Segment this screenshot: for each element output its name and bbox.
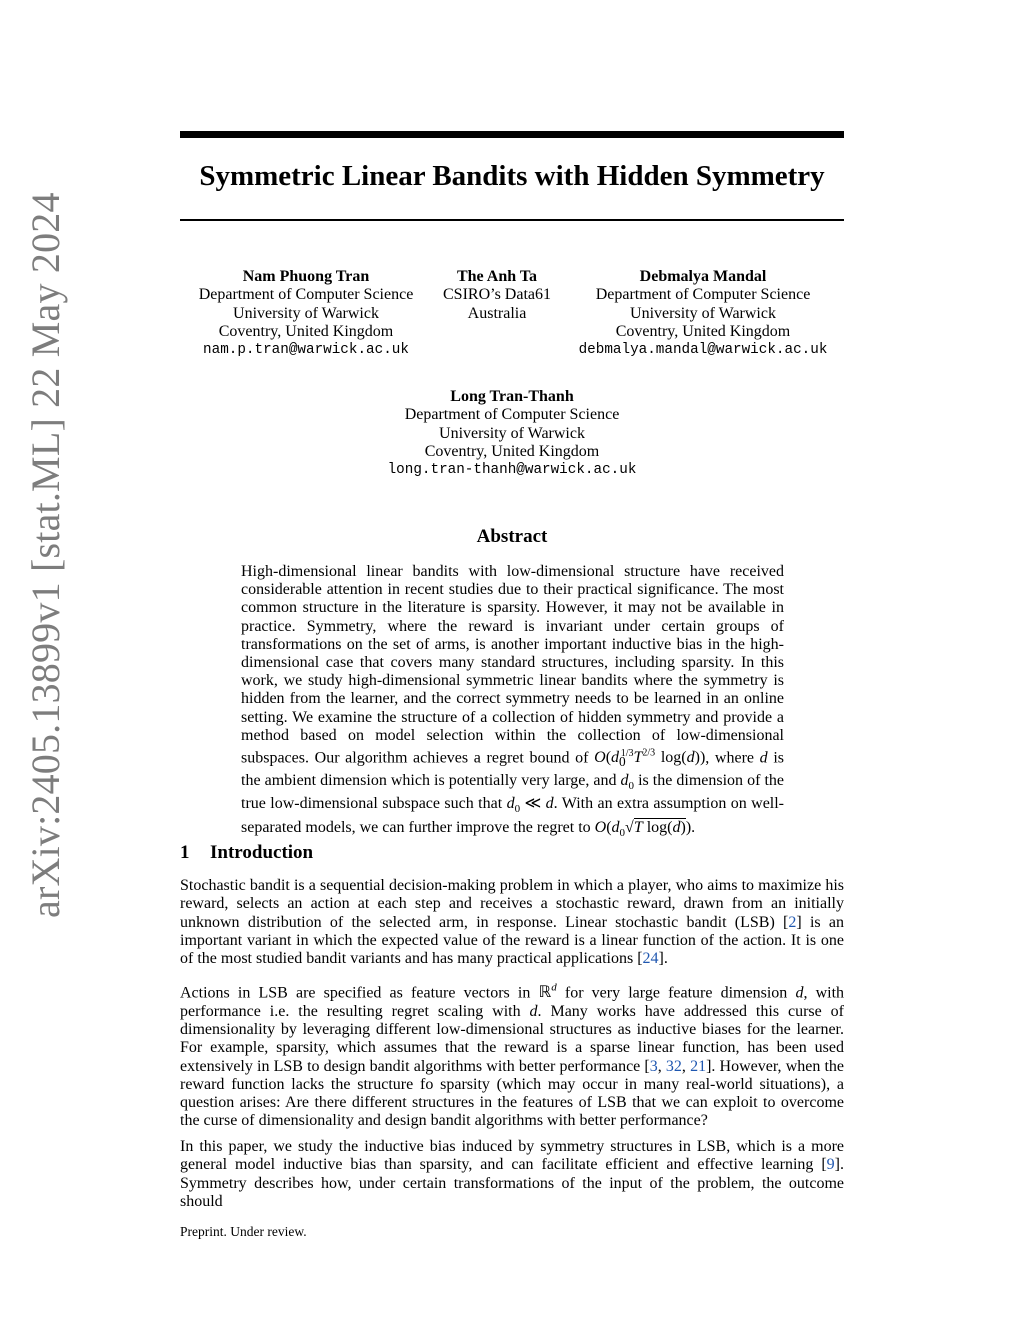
abstract-heading: Abstract	[476, 526, 548, 547]
math-d: d	[795, 984, 804, 1002]
abstract-text: is the dimension of the true low-dimensional subspace such that	[241, 771, 785, 813]
author-dept: Department of Computer Science	[595, 286, 811, 304]
math-d: d	[529, 1002, 538, 1020]
math-Rd: ℝ$^d$	[538, 982, 557, 1002]
abstract-text: is the ambient dimension which is potentially very large, and	[241, 749, 784, 789]
math-improved-regret: $O(d_0√T$ log(d))	[594, 818, 692, 839]
citation-link[interactable]: 3	[649, 1057, 658, 1075]
abstract-text: High-dimensional linear bandits with low-dimensional structure have received considerable attention in recent studies due to their practical significance. The most common structure in the literature is sparsity. However, it may not be available in practice. Symmetry, where the reward is invariant under certain groups of transformations on the set of arms, is another important inductive bias in the high-dimensional case that covers many standard structures, including sparsity. In this work, we study high-dimensional symmetric linear bandits where the symmetry is hidden from the learner, and the correct symmetry needs to be learned in an online setting. We examine the structure of a collection of hidden symmetry and provide a method based on model selection within the collection of low-dimensional subspaces. Our algorithm achieves a regret bound of	[241, 563, 784, 767]
author-email[interactable]: debmalya.mandal@warwick.ac.uk	[578, 342, 828, 359]
paragraph-text: ]. Symmetry describes how, under certain transformations of the input of the problem, the outcome should	[180, 1156, 844, 1210]
abstract-text: .	[691, 818, 696, 836]
author-loc: Coventry, United Kingdom	[615, 322, 791, 340]
author-name: Long Tran-Thanh	[450, 388, 574, 405]
paragraph	[180, 1138, 844, 1211]
math-regret-bound: $O(d_0^{1/3}T^{2/3}$ log(d))	[594, 748, 706, 770]
paragraph-text: ].	[658, 950, 668, 968]
math-d0: $d_0$	[620, 771, 635, 792]
author-univ: University of Warwick	[233, 304, 379, 322]
citation-link[interactable]: 2	[788, 913, 797, 931]
paragraph-text: . Many works have addressed this curse of dimensionality by leveraging different low-dimensional structures as inductive biases for the learner. For example, sparsity, which assumes that the reward is a sparse linear function, has been used extensively in LSB to design bandit algorithms with better performance [	[180, 1002, 844, 1075]
paragraph	[180, 877, 844, 968]
paragraph: Actions in LSB are specified as feature vectors in ℝ$^d$ for very large feature dimension d, with performance i.e. the resulting regret scaling with d. Many works have addressed this curse of dimensionality by leveraging different low-dimensional structures as inductive biases for the learner. For example, sparsity, which assumes that the reward is a sparse linear function, has been used extensively in LSB to design bandit algorithms with better performance [3, 32, 21]. However, when the reward function lacks the structure fo sparsity (which may occur in many real-world situations), a question arises: Are there different structures in the features of LSB that we can exploit to overcome the curse of dimensionality and design bandit algorithms with better performance?	[180, 982, 845, 1130]
author-name: Nam Phuong Tran	[242, 268, 370, 285]
author-block	[362, 388, 662, 479]
paragraph-text: In this paper, we study the inductive bias induced by symmetry structures in LSB, which is a more general model inductive bias than sparsity, and can facilitate efficient and effective learning [	[180, 1138, 844, 1174]
section-number: 1	[180, 842, 190, 863]
abstract-body	[241, 563, 784, 842]
author-name: The Anh Ta	[456, 268, 538, 285]
math-d0-ll-d: $d_0$ ≪ d	[506, 795, 554, 816]
paper-title: Symmetric Linear Bandits with Hidden Symmetry	[199, 160, 825, 192]
author-block	[430, 268, 564, 323]
author-dept: CSIRO’s Data61	[443, 286, 551, 304]
author-univ: University of Warwick	[630, 304, 776, 322]
author-email[interactable]: nam.p.tran@warwick.ac.uk	[203, 342, 409, 359]
paragraph-text: for very large feature dimension	[564, 984, 788, 1002]
footer-note: Preprint. Under review.	[180, 1224, 307, 1239]
math-d: d	[759, 749, 768, 767]
author-block	[185, 268, 427, 359]
paragraph-text: ]. However, when the reward function lacks the structure fo sparsity (which may occur in many real-world situations), a question arises: Are there different structures in the features of LSB that we can exploit to overcome the curse of dimensionality and design bandit algorithms with better performance?	[180, 1057, 845, 1130]
author-univ: University of Warwick	[439, 424, 585, 442]
author-block	[568, 268, 838, 359]
abstract-text: . With an extra assumption on well-separated models, we can further improve the regret to	[241, 795, 785, 836]
title-bottom-rule	[180, 219, 844, 221]
citation-link[interactable]: 24	[642, 950, 659, 968]
author-univ: Australia	[467, 304, 527, 322]
arxiv-identifier: arXiv:2405.13899v1 [stat.ML] 22 May 2024	[23, 192, 68, 918]
author-name: Debmalya Mandal	[639, 268, 767, 285]
author-dept: Department of Computer Science	[198, 286, 414, 304]
citation-link[interactable]: 21	[690, 1057, 707, 1075]
title-top-rule	[180, 131, 844, 138]
author-loc: Coventry, United Kingdom	[218, 322, 394, 340]
abstract-text: , where	[705, 749, 755, 767]
author-email[interactable]: long.tran-thanh@warwick.ac.uk	[387, 462, 637, 479]
section-heading	[180, 842, 313, 864]
section-title: Introduction	[210, 842, 314, 863]
paragraph-text: Actions in LSB are specified as feature vectors in	[180, 984, 531, 1002]
citation-link[interactable]: 32	[665, 1057, 682, 1075]
paragraph-text: , with performance i.e. the resulting regret scaling with	[180, 984, 845, 1020]
paragraph-text: Stochastic bandit is a sequential decision-making problem in which a player, who aims to maximize his reward, selects an action at each step and receives a stochastic reward, drawn from an initially unknown distribution of the selected arm, in response. Linear stochastic bandit (LSB) [	[180, 877, 844, 931]
paragraph-text: ] is an important variant in which the expected value of the reward is a linear function of the action. It is one of the most studied bandit variants and has many practical applications [	[180, 913, 845, 968]
author-dept: Department of Computer Science	[404, 406, 620, 424]
author-loc: Coventry, United Kingdom	[424, 442, 600, 460]
citation-link[interactable]: 9	[826, 1156, 835, 1174]
